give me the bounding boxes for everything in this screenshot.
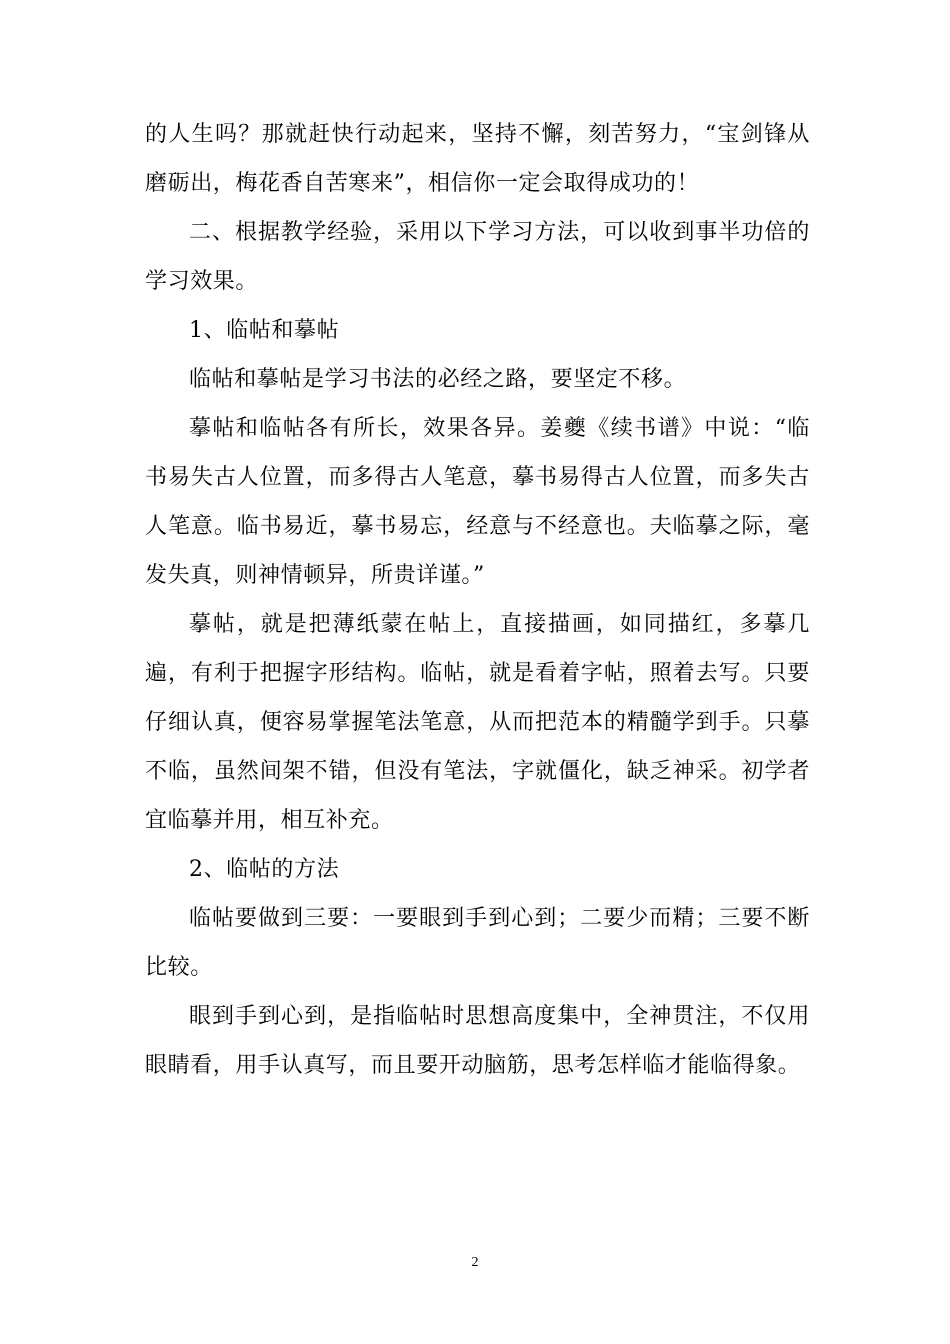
paragraph: 临帖要做到三要：一要眼到手到心到；二要少而精；三要不断比较。	[145, 906, 810, 980]
paragraph: 摹帖，就是把薄纸蒙在帖上，直接描画，如同描红，多摹几遍，有利于把握字形结构。临帖，就是看着字帖，照着去写。只要仔细认真，便容易掌握笔法笔意，从而把范本的精髓学到手。只摹不临，虽然间架不错，但没有笔法，字就僵化，缺乏神采。初学者宜临摹并用，相互补充。	[145, 612, 810, 833]
paragraph-subheading-2: 2、临帖的方法	[189, 857, 340, 882]
paragraph: 摹帖和临帖各有所长，效果各异。姜夔《续书谱》中说：“临书易失古人位置，而多得古人笔意，摹书易得古人位置，而多失古人笔意。临书易近，摹书易忘，经意与不经意也。夫临摹之际，毫发失真，则神情顿异，所贵详谨。”	[145, 416, 810, 588]
paragraph: 眼到手到心到，是指临帖时思想高度集中，全神贯注，不仅用眼睛看，用手认真写，而且要开动脑筋，思考怎样临才能临得象。	[145, 1004, 810, 1078]
paragraph: 临帖和摹帖是学习书法的必经之路，要坚定不移。	[189, 367, 687, 392]
page-number: 2	[471, 1255, 479, 1270]
paragraph-subheading-1: 1、临帖和摹帖	[189, 318, 340, 343]
paragraph-continuation: 的人生吗？那就赶快行动起来，坚持不懈，刻苦努力，“宝剑锋从磨砺出，梅花香自苦寒来”，相信你一定会取得成功的！	[145, 122, 810, 196]
paragraph-section-heading: 二、根据教学经验，采用以下学习方法，可以收到事半功倍的学习效果。	[145, 220, 810, 294]
document-body	[145, 110, 810, 1090]
